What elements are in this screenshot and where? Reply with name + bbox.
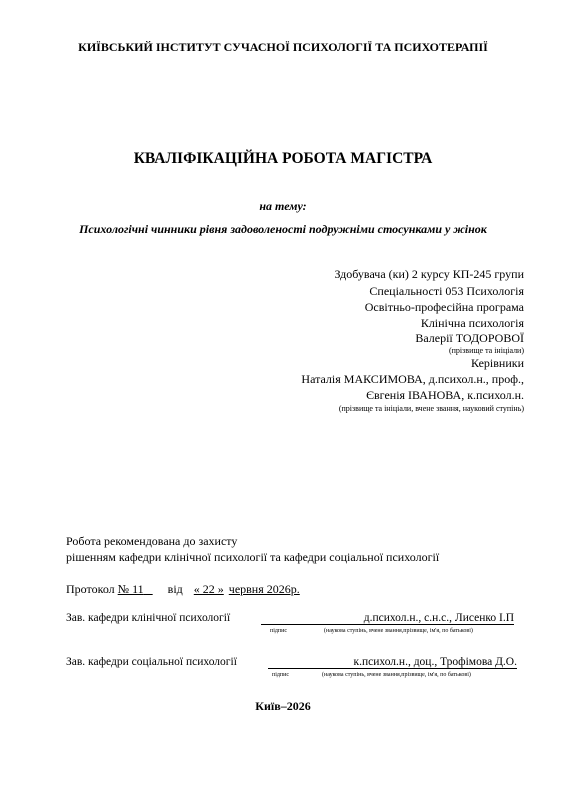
- protocol-number: № 11: [117, 582, 144, 596]
- head-social-field: [268, 656, 517, 669]
- head-social-label: Зав. кафедри соціальної психології: [66, 656, 237, 668]
- author-program: Освітньо-професійна програма: [364, 300, 524, 314]
- city-year: Київ–2026: [255, 699, 311, 713]
- supervisor-2: Євгенія ІВАНОВА, к.психол.н.: [366, 388, 524, 402]
- head-clinical-name-caption: (наукова ступінь, вчене звання,прізвище, ім'я, по батькові): [324, 628, 473, 634]
- protocol-line: [66, 582, 300, 597]
- protocol-label: Протокол: [66, 582, 115, 596]
- author-program-name: Клінічна психологія: [420, 316, 524, 330]
- head-clinical-value: д.психол.н., с.н.с., Лисенко І.П: [363, 612, 514, 624]
- protocol-month-year: червня 2026р.: [228, 582, 300, 596]
- author-speciality: Спеціальності 053 Психологія: [369, 284, 524, 298]
- author-name: Валерії ТОДОРОВОЇ: [415, 331, 524, 345]
- institute-name: КИЇВСЬКИЙ ІНСТИТУТ СУЧАСНОЇ ПСИХОЛОГІЇ ТА ПСИХОТЕРАПІЇ: [78, 40, 488, 54]
- author-name-caption: (прізвище та ініціали): [448, 346, 524, 355]
- head-social-sign-caption: підпис: [272, 672, 290, 678]
- supervisors-label: Керівники: [471, 356, 524, 370]
- head-clinical-label: Зав. кафедри клінічної психології: [66, 612, 231, 624]
- work-title: КВАЛІФІКАЦІЙНА РОБОТА МАГІСТРА: [133, 150, 433, 167]
- supervisors-caption: (прізвище та ініціали, вчене звання, науковий ступінь): [338, 404, 524, 413]
- topic-label: на тему:: [259, 199, 307, 213]
- recommendation-line-1: Робота рекомендована до захисту: [66, 534, 238, 548]
- head-social-name-caption: (наукова ступінь, вчене звання,прізвище, ім'я, по батькові): [322, 672, 471, 678]
- head-social-value: к.психол.н., доц., Трофімова Д.О.: [353, 656, 517, 668]
- supervisor-1: Наталія МАКСИМОВА, д.психол.н., проф.,: [301, 372, 524, 386]
- protocol-day: « 22 »: [193, 582, 224, 596]
- head-clinical-field: [261, 612, 514, 625]
- head-clinical-sign-caption: підпис: [270, 628, 288, 634]
- protocol-from: від: [167, 582, 183, 596]
- topic: Психологічні чинники рівня задоволеності подружніми стосунками у жінок: [79, 222, 487, 236]
- author-course: Здобувача (ки) 2 курсу КП-245 групи: [334, 267, 524, 281]
- recommendation-line-2: рішенням кафедри клінічної психології та кафедри соціальної психології: [66, 550, 440, 564]
